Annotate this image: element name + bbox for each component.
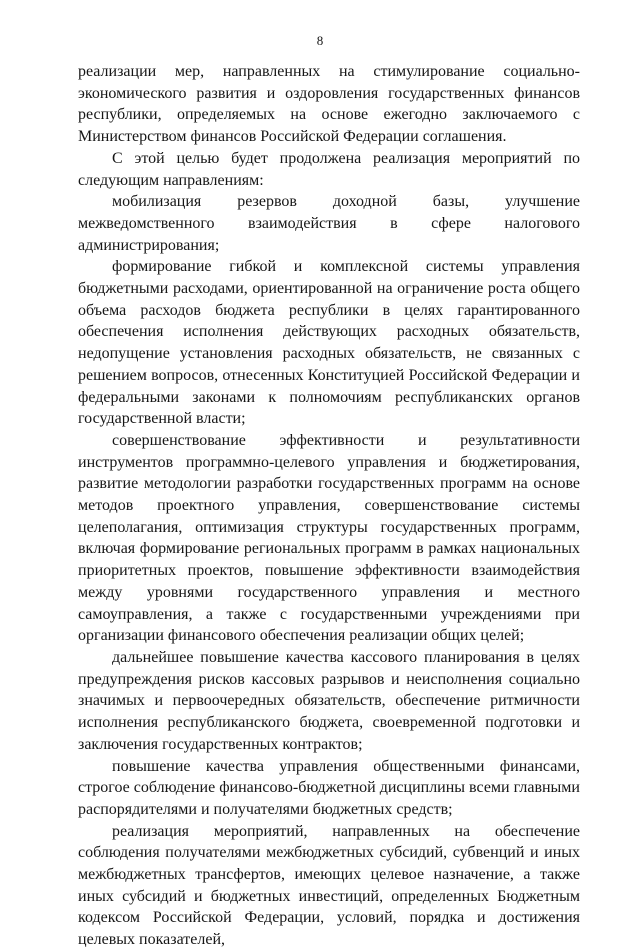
paragraph-continuation: реализации мер, направленных на стимулирование социально-экономического развития и оздоровления государственных финансов республики, определяемых на основе ежегодно заключаемого с Министерством финансов Российской Федерации соглашения. xyxy=(78,63,580,146)
page-number: 8 xyxy=(316,33,324,48)
paragraph-item-transfers: реализация мероприятий, направленных на обеспечение соблюдения получателями межбюджетных субсидий, субвенций и иных межбюджетных трансфертов, имеющих целевое назначение, а также иных субсидий и бюджетных инвестиций, определенных Бюджетным кодексом Российской Федерации, условий, порядка и достижения целевых показателей, xyxy=(78,822,580,949)
paragraph-item-program-management: совершенствование эффективности и результативности инструментов программно-целевого управления и бюджетирования, развитие методологии разработки государственных программ на основе методов проектного управления, совершенствование системы целеполагания, оптимизация структуры государственных программ, включая формирование региональных программ в рамках национальных приоритетных проектов, повышение эффективности взаимодействия между уровнями государственного управления и местного самоуправления, а также с государственными учреждениями при организации финансового обеспечения реализации общих целей; xyxy=(78,431,580,645)
paragraph-item-expenditure: формирование гибкой и комплексной системы управления бюджетными расходами, ориентированной на ограничение роста общего объема расходов бюджета республики в целях гарантированного обеспечения исполнения действующих расходных обязательств, недопущение установления расходных обязательств, не связанных с решением вопросов, отнесенных Конституцией Российской Федерации и федеральными законами к полномочиям республиканских органов государственной власти; xyxy=(78,258,580,428)
paragraph-item-revenue: мобилизация резервов доходной базы, улучшение межведомственного взаимодействия в сфере налогового администрирования; xyxy=(78,193,580,254)
document-body xyxy=(78,61,580,951)
paragraph-item-cash-planning: дальнейшее повышение качества кассового планирования в целях предупреждения рисков кассовых разрывов и неисполнения социально значимых и первоочередных обязательств, обеспечение ритмичности исполнения республиканского бюджета, своевременной подготовки и заключения государственных контрактов; xyxy=(78,648,580,753)
paragraph-item-public-finance: повышение качества управления общественными финансами, строгое соблюдение финансово-бюджетной дисциплины всеми главными распорядителями и получателями бюджетных средств; xyxy=(78,757,580,818)
paragraph-intro: С этой целью будет продолжена реализация мероприятий по следующим направлениям: xyxy=(78,149,580,189)
